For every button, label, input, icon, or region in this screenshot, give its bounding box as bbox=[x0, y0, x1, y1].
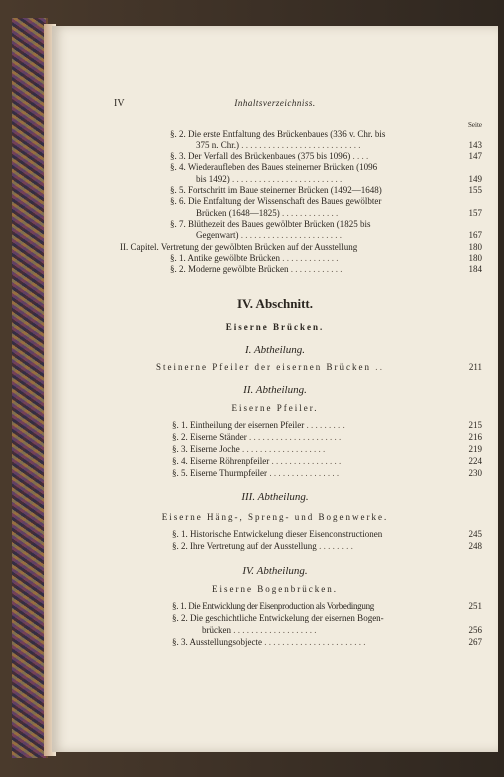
abtheilung-subheading: Eiserne Pfeiler. bbox=[231, 403, 319, 413]
toc-entry: §. 2. Ihre Vertretung auf der Ausstellung . . . . . . . . bbox=[172, 541, 353, 551]
toc-page: 167 bbox=[468, 230, 482, 240]
toc-page: 180 bbox=[468, 253, 482, 263]
toc-entry: §. 1. Eintheilung der eisernen Pfeiler . . . . . . . . . bbox=[172, 420, 345, 430]
toc-page: 149 bbox=[468, 174, 482, 184]
toc-entry: §. 1. Antike gewölbte Brücken . . . . . . . . . . . . . bbox=[170, 253, 339, 263]
toc-entry: §. 5. Fortschritt im Baue steinerner Brücken (1492—1648) bbox=[170, 185, 382, 195]
toc-entry: Gegenwart) . . . . . . . . . . . . . . . . . . . . . . . bbox=[196, 230, 342, 240]
running-title: Inhaltsverzeichniss. bbox=[234, 98, 316, 108]
abtheilung-subheading: Eiserne Bogenbrücken. bbox=[212, 584, 338, 594]
toc-page: 256 bbox=[468, 625, 482, 635]
toc-entry: §. 4. Eiserne Röhrenpfeiler . . . . . . . . . . . . . . . . bbox=[172, 456, 342, 466]
toc-page: 157 bbox=[468, 208, 482, 218]
toc-page: 230 bbox=[468, 468, 482, 478]
toc-entry: Brücken (1648—1825) . . . . . . . . . . . . . bbox=[196, 208, 339, 218]
abtheilung-heading: III. Abtheilung. bbox=[241, 491, 309, 503]
toc-page: 245 bbox=[468, 529, 482, 539]
toc-entry: Steinerne Pfeiler der eisernen Brücken . . bbox=[156, 362, 382, 372]
toc-entry: §. 3. Ausstellungsobjecte . . . . . . . . . . . . . . . . . . . . . . . bbox=[172, 637, 366, 647]
book-page bbox=[52, 26, 498, 752]
toc-entry: §. 2. Die geschichtliche Entwickelung der eisernen Bogen- bbox=[172, 613, 384, 623]
toc-entry: §. 2. Eiserne Ständer . . . . . . . . . . . . . . . . . . . . . bbox=[172, 432, 342, 442]
toc-entry: §. 2. Moderne gewölbte Brücken . . . . . . . . . . . . bbox=[170, 264, 343, 274]
toc-page: 219 bbox=[468, 444, 482, 454]
toc-page: 224 bbox=[468, 456, 482, 466]
toc-page: 155 bbox=[468, 185, 482, 195]
toc-page: 143 bbox=[468, 140, 482, 150]
toc-entry: brücken . . . . . . . . . . . . . . . . . . . bbox=[202, 625, 317, 635]
toc-page: 215 bbox=[468, 420, 482, 430]
toc-page: 211 bbox=[468, 362, 482, 372]
seite-label: Seite bbox=[468, 121, 482, 129]
toc-page: 251 bbox=[468, 601, 482, 611]
toc-entry: §. 1. Historische Entwickelung dieser Eisenconstructionen bbox=[172, 529, 383, 539]
toc-entry: bis 1492) . . . . . . . . . . . . . . . . . . . . . . . . . bbox=[196, 174, 343, 184]
toc-page: 216 bbox=[468, 432, 482, 442]
toc-entry: §. 1. Die Entwicklung der Eisenproduction als Vorbedingung bbox=[172, 601, 374, 611]
toc-entry: §. 5. Eiserne Thurmpfeiler . . . . . . . . . . . . . . . . bbox=[172, 468, 340, 478]
toc-entry: §. 2. Die erste Entfaltung des Brückenbaues (336 v. Chr. bis bbox=[170, 129, 386, 139]
toc-entry: §. 6. Die Entfaltung der Wissenschaft des Baues gewölbter bbox=[170, 196, 382, 206]
toc-entry: §. 4. Wiederaufleben des Baues steinerner Brücken (1096 bbox=[170, 162, 378, 172]
page-number: IV bbox=[114, 98, 125, 109]
abtheilung-heading: IV. Abtheilung. bbox=[242, 565, 308, 577]
toc-page: 180 bbox=[468, 242, 482, 252]
toc-entry: §. 7. Blüthezeit des Baues gewölbter Brücken (1825 bis bbox=[170, 219, 371, 229]
abtheilung-subheading: Eiserne Häng-, Spreng- und Bogenwerke. bbox=[161, 512, 389, 522]
marbled-spine bbox=[12, 18, 48, 758]
toc-page: 184 bbox=[468, 264, 482, 274]
abtheilung-heading: II. Abtheilung. bbox=[243, 384, 307, 396]
toc-entry: §. 3. Eiserne Joche . . . . . . . . . . . . . . . . . . . bbox=[172, 444, 326, 454]
toc-entry: §. 3. Der Verfall des Brückenbaues (375 bis 1096) . . . . bbox=[170, 151, 369, 161]
toc-entry: 375 n. Chr.) . . . . . . . . . . . . . . . . . . . . . . . . . . . bbox=[196, 140, 361, 150]
toc-page: 147 bbox=[468, 151, 482, 161]
toc-entry: II. Capitel. Vertretung der gewölbten Brücken auf der Ausstellung bbox=[120, 242, 358, 252]
section-subheading: Eiserne Brücken. bbox=[225, 322, 325, 332]
toc-page: 248 bbox=[468, 541, 482, 551]
toc-page: 267 bbox=[468, 637, 482, 647]
abtheilung-heading: I. Abtheilung. bbox=[245, 344, 305, 356]
section-heading: IV. Abschnitt. bbox=[237, 296, 313, 311]
